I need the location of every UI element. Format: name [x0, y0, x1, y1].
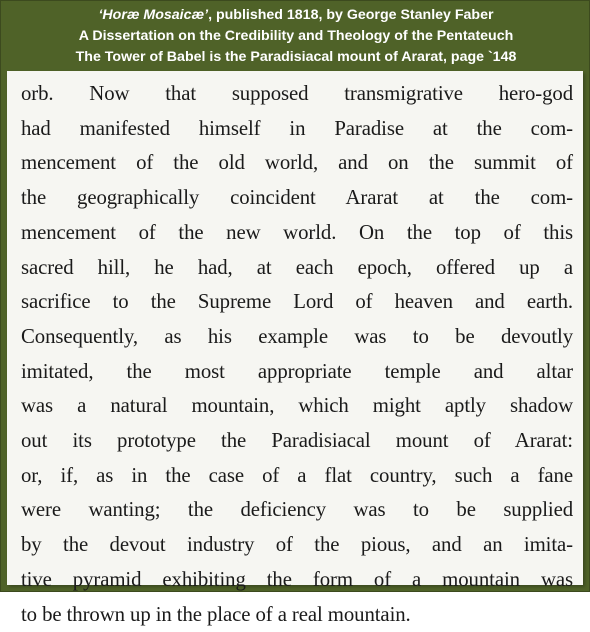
header-subtitle: A Dissertation on the Credibility and Theology of the Pentateuch — [78, 28, 514, 44]
book-title: ‘Horæ Mosaicæ’ — [98, 7, 209, 23]
text-line: sacred hill, he had, at each epoch, offered up a — [21, 255, 573, 279]
header-caption: The Tower of Babel is the Paradisiacal mount of Ararat, page `148 — [75, 49, 517, 65]
text-line: by the devout industry of the pious, and an imita- — [21, 533, 573, 557]
text-line: was a natural mountain, which might aptly shadow — [21, 394, 573, 418]
publication-info: , published 1818, by George Stanley Faber — [208, 7, 494, 23]
text-line: or, if, as in the case of a flat country, such a fane — [21, 463, 573, 487]
text-line: Consequently, as his example was to be devoutly — [21, 324, 573, 348]
text-line: out its prototype the Paradisiacal mount of Ararat: — [21, 429, 573, 453]
header-title-line — [7, 5, 585, 26]
text-line: mencement of the old world, and on the summit of — [21, 151, 573, 175]
text-line: tive pyramid exhibiting the form of a mountain was — [21, 567, 573, 591]
page-text — [21, 77, 573, 632]
text-line: the geographically coincident Ararat at the com- — [21, 186, 573, 210]
scanned-page — [7, 71, 583, 626]
text-line: were wanting; the deficiency was to be supplied — [21, 498, 573, 522]
caption-header — [7, 5, 585, 71]
text-line: had manifested himself in Paradise at the com- — [21, 116, 573, 140]
text-line: mencement of the new world. On the top of this — [21, 220, 573, 244]
text-line: sacrifice to the Supreme Lord of heaven and earth. — [21, 290, 573, 314]
text-line: imitated, the most appropriate temple and altar — [21, 359, 573, 383]
text-line: to be thrown up in the place of a real mountain. — [21, 602, 411, 626]
text-line: orb. Now that supposed transmigrative hero-god — [21, 82, 573, 105]
